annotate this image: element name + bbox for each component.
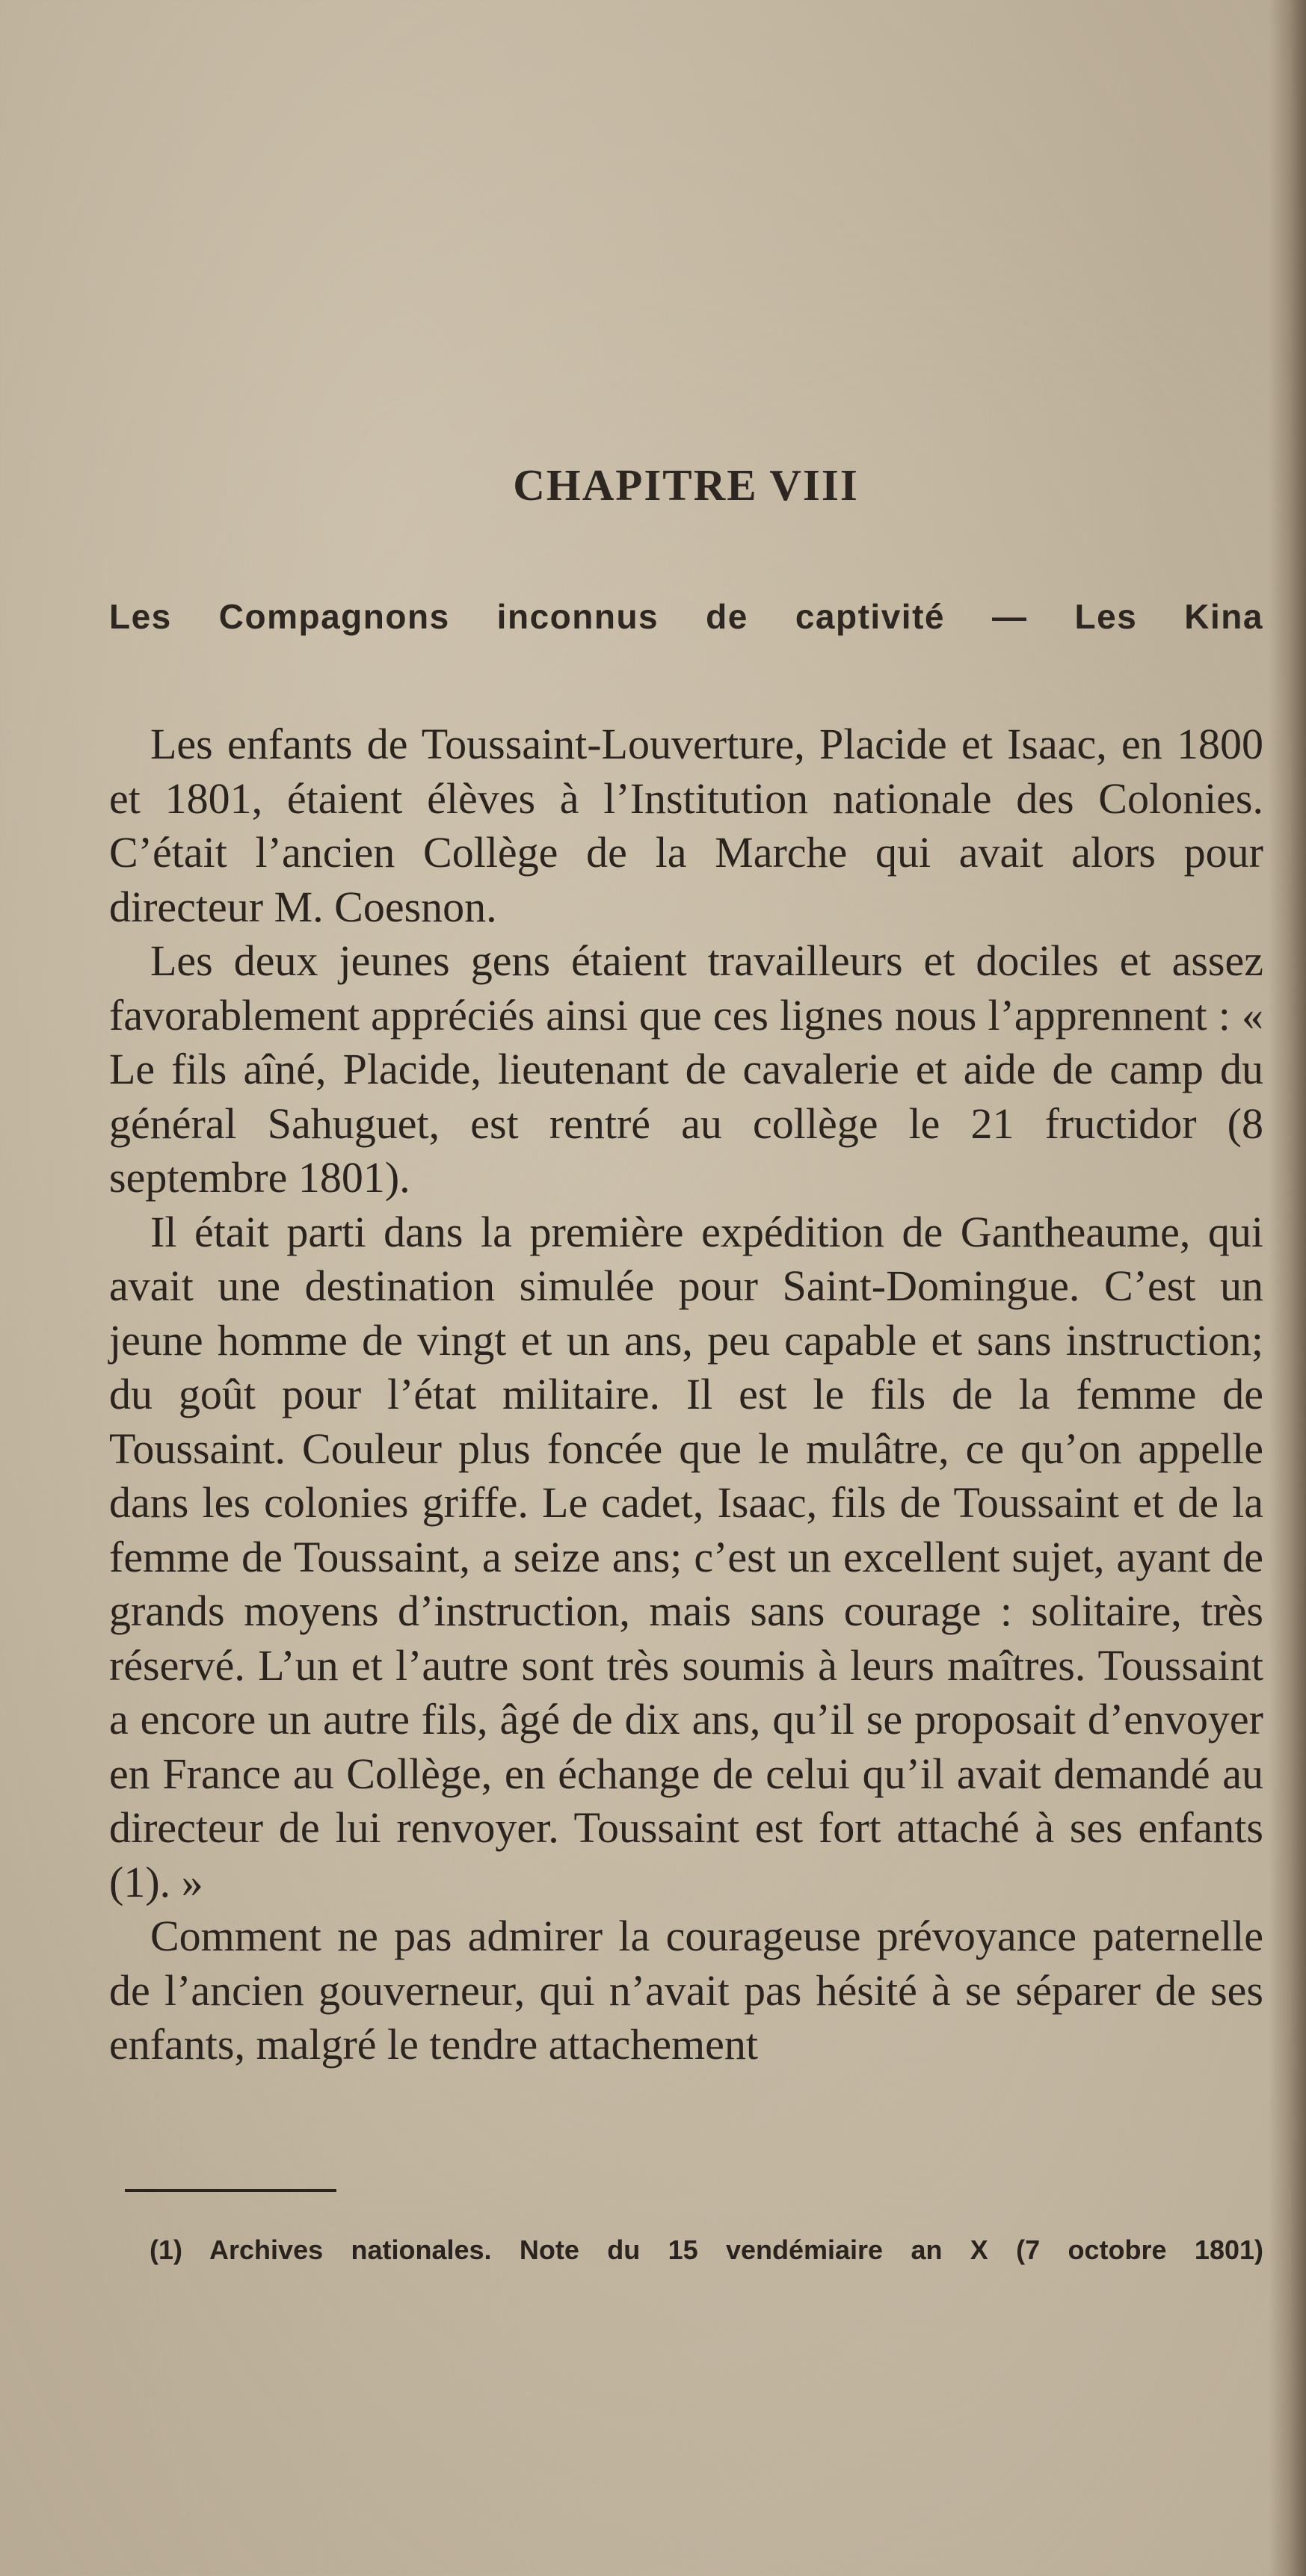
- page-edge-shadow: [1269, 0, 1306, 2576]
- chapter-subtitle: Les Compagnons inconnus de captivité — Les Kina: [109, 597, 1263, 636]
- paragraph: Comment ne pas admirer la courageuse prévoyance paternelle de l’ancien gouverneur, qui n’avait pas hésité à se séparer de ses enfants, malgré le tendre attachement: [109, 1912, 1263, 2069]
- footnote-divider: [125, 2189, 336, 2192]
- paragraph: Les deux jeunes gens étaient travailleurs et dociles et assez favorablement appréciés ainsi que ces lignes nous l’apprennent : « Le fils aîné, Placide, lieutenant de cavalerie et aide de camp du général Sahuguet, est rentré au collège le 21 fructidor (8 septembre 1801).: [109, 936, 1263, 1202]
- footnote: (1) Archives nationales. Note du 15 vendémiaire an X (7 octobre 1801): [150, 2234, 1263, 2265]
- chapter-title: CHAPITRE VIII: [513, 460, 859, 510]
- body-text: [109, 717, 1263, 2072]
- paragraph: Les enfants de Toussaint-Louverture, Placide et Isaac, en 1800 et 1801, étaient élèves à l’Institution nationale des Colonies. C’était l’ancien Collège de la Marche qui avait alors pour directeur M. Coesnon.: [109, 720, 1263, 931]
- paragraph: Il était parti dans la première expédition de Gantheaume, qui avait une destination simulée pour Saint-Domingue. C’est un jeune homme de vingt et un ans, peu capable et sans instruction; du goût pour l’état militaire. Il est le fils de la femme de Toussaint. Couleur plus foncée que le mulâtre, ce qu’on appelle dans les colonies griffe. Le cadet, Isaac, fils de Toussaint et de la femme de Toussaint, a seize ans; c’est un excellent sujet, ayant de grands moyens d’instruction, mais sans courage : solitaire, très réservé. L’un et l’autre sont très soumis à leurs maîtres. Toussaint a encore un autre fils, âgé de dix ans, qu’il se proposait d’envoyer en France au Collège, en échange de celui qu’il avait demandé au directeur de lui renvoyer. Toussaint est fort attaché à ses enfants (1). »: [109, 1207, 1263, 1906]
